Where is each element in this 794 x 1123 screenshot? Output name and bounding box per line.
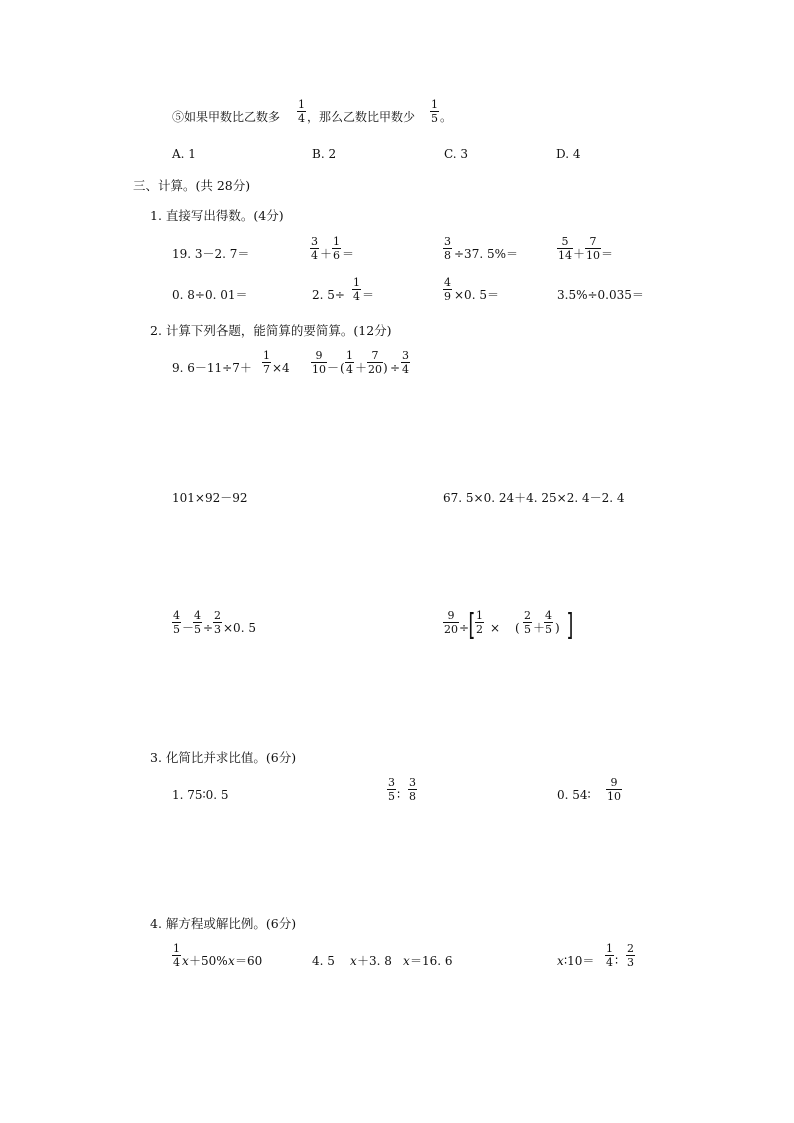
fraction (310, 236, 319, 261)
math-token: 5 (431, 112, 438, 125)
math-token: ∶10＝ (564, 954, 595, 968)
expression: 101×92－92 (172, 491, 248, 505)
math-token: ( (340, 361, 345, 375)
math-token: 1 (353, 276, 360, 289)
math-token: ×0. 5 (223, 621, 256, 635)
math-token: 4 (173, 609, 180, 622)
fraction (443, 236, 452, 261)
math-token: 3 (388, 776, 395, 789)
math-token: 8 (409, 790, 416, 803)
math-token: 9. 6－11÷7＋ (172, 361, 252, 375)
fraction (367, 350, 383, 375)
math-token: 1 (476, 609, 483, 622)
math-token: ＝ (342, 247, 355, 261)
math-token: 1 (173, 942, 180, 955)
math-token: ∶ (615, 954, 619, 968)
option-b[interactable]: B. 2 (312, 147, 337, 161)
math-token: 4 (444, 276, 451, 289)
math-token: ÷ (390, 361, 401, 375)
math-token: － (327, 361, 340, 375)
math-token: 9 (444, 290, 451, 303)
fraction (443, 277, 452, 302)
expression: 67. 5×0. 24＋4. 25×2. 4－2. 4 (443, 491, 625, 505)
math-token: ＋3. 8 (357, 954, 392, 968)
fraction (544, 610, 553, 635)
math-token: x (228, 954, 235, 968)
math-token: 0. 54∶ (557, 788, 591, 802)
math-token: 3 (402, 349, 409, 362)
fraction (557, 236, 573, 261)
calc-item: 19. 3－2. 7＝ (172, 247, 250, 261)
math-token: 9 (610, 776, 618, 789)
math-token: ×0. 5＝ (454, 288, 499, 302)
math-token: 3 (444, 235, 451, 248)
math-token: 4 (194, 609, 201, 622)
fraction (401, 350, 410, 375)
math-token: 7 (263, 363, 270, 376)
math-token: 1 (606, 942, 613, 955)
calc-item: 3.5%÷0.035＝ (557, 288, 644, 302)
math-token: 5 (388, 790, 395, 803)
math-token: 4 (298, 112, 305, 125)
subsection-title: 4. 解方程或解比例。(6分) (150, 916, 297, 931)
math-token: ÷37. 5%＝ (454, 247, 518, 261)
section-title: 三、计算。(共 28分) (133, 178, 251, 193)
math-token: 20 (368, 363, 382, 376)
math-token: 4 (311, 249, 318, 262)
fraction (172, 943, 181, 968)
subsection-title: 1. 直接写出得数。(4分) (150, 208, 284, 223)
fraction (311, 350, 327, 375)
math-token: ÷ (203, 621, 214, 635)
math-token: 14 (558, 249, 572, 262)
subsection-title: 3. 化简比并求比值。(6分) (150, 750, 297, 765)
math-token: x (557, 954, 564, 968)
math-token: ＋ (533, 621, 546, 635)
math-token: 2 (627, 942, 634, 955)
option-c[interactable]: C. 3 (444, 147, 469, 161)
math-token: x (350, 954, 357, 968)
math-token: ＋ (355, 361, 368, 375)
math-token: x (182, 954, 189, 968)
fraction (443, 610, 459, 635)
math-token: 10 (586, 249, 600, 262)
q5-prefix: ⑤如果甲数比乙数多 (172, 110, 281, 124)
math-token: 10 (312, 363, 326, 376)
math-token: 4 (402, 363, 409, 376)
math-token: ＋50% (189, 954, 228, 968)
fraction (605, 943, 614, 968)
subsection-title: 2. 计算下列各题，能简算的要简算。(12分) (150, 323, 392, 338)
math-token: 1 (431, 98, 438, 111)
fraction (475, 610, 484, 635)
fraction (606, 777, 622, 802)
fraction (352, 277, 361, 302)
math-token: x (403, 954, 410, 968)
math-token: ∶ (397, 788, 401, 802)
calc-item: 0. 8÷0. 01＝ (172, 288, 248, 302)
math-token: 3 (409, 776, 416, 789)
math-token: 5 (194, 623, 201, 636)
math-token: 3 (214, 623, 221, 636)
math-token: 3 (627, 956, 634, 969)
math-token: 5 (561, 235, 569, 248)
q5-suffix: 。 (440, 110, 453, 124)
fraction (213, 610, 222, 635)
math-token: ) (383, 361, 388, 375)
math-token: 7 (371, 349, 379, 362)
math-token: 1 (346, 349, 353, 362)
math-token: 5 (545, 623, 552, 636)
option-a[interactable]: A. 1 (172, 147, 196, 161)
math-token: 5 (173, 623, 180, 636)
math-token: 4 (173, 956, 180, 969)
math-token: 4 (545, 609, 552, 622)
math-token: 2 (524, 609, 531, 622)
fraction (430, 99, 439, 124)
math-token: 9 (315, 349, 323, 362)
math-token: 2 (476, 623, 483, 636)
fraction (172, 610, 181, 635)
q5-middle: ，那么乙数比甲数少 (307, 110, 416, 124)
math-token: 4 (353, 290, 360, 303)
math-token: 1 (333, 235, 340, 248)
fraction (626, 943, 635, 968)
math-token: ＝60 (235, 954, 263, 968)
math-token: × (490, 621, 501, 635)
fraction (345, 350, 354, 375)
math-token: ( (515, 621, 520, 635)
ratio-item: 1. 75∶0. 5 (172, 788, 229, 802)
math-token: 4 (346, 363, 353, 376)
math-token: ] (566, 608, 574, 643)
math-token: [ (468, 608, 476, 643)
math-token: － (182, 621, 195, 635)
fraction (332, 236, 341, 261)
fraction (408, 777, 417, 802)
math-token: ＋ (573, 247, 586, 261)
math-token: ＋ (320, 247, 333, 261)
fraction (523, 610, 532, 635)
fraction (585, 236, 601, 261)
fraction (262, 350, 271, 375)
math-token: 2. 5÷ (312, 288, 345, 302)
math-token: 6 (333, 249, 340, 262)
fraction (297, 99, 306, 124)
fraction (193, 610, 202, 635)
math-token: 10 (607, 790, 621, 803)
math-token: 3 (311, 235, 318, 248)
math-token: 7 (589, 235, 597, 248)
math-token: 8 (444, 249, 451, 262)
math-token: 2 (214, 609, 221, 622)
math-token: ÷ (459, 621, 470, 635)
math-token: ＝16. 6 (410, 954, 453, 968)
math-token: ＝ (362, 288, 375, 302)
option-d[interactable]: D. 4 (556, 147, 581, 161)
math-token: 4 (606, 956, 613, 969)
math-token: 20 (444, 623, 458, 636)
math-token: ) (555, 621, 560, 635)
math-token: 9 (447, 609, 455, 622)
math-token: 1 (298, 98, 305, 111)
math-token: 1 (263, 349, 270, 362)
math-token: 5 (524, 623, 531, 636)
fraction (387, 777, 396, 802)
math-token: 4. 5 (312, 954, 335, 968)
math-token: ＝ (601, 247, 614, 261)
math-token: ×4 (272, 361, 290, 375)
